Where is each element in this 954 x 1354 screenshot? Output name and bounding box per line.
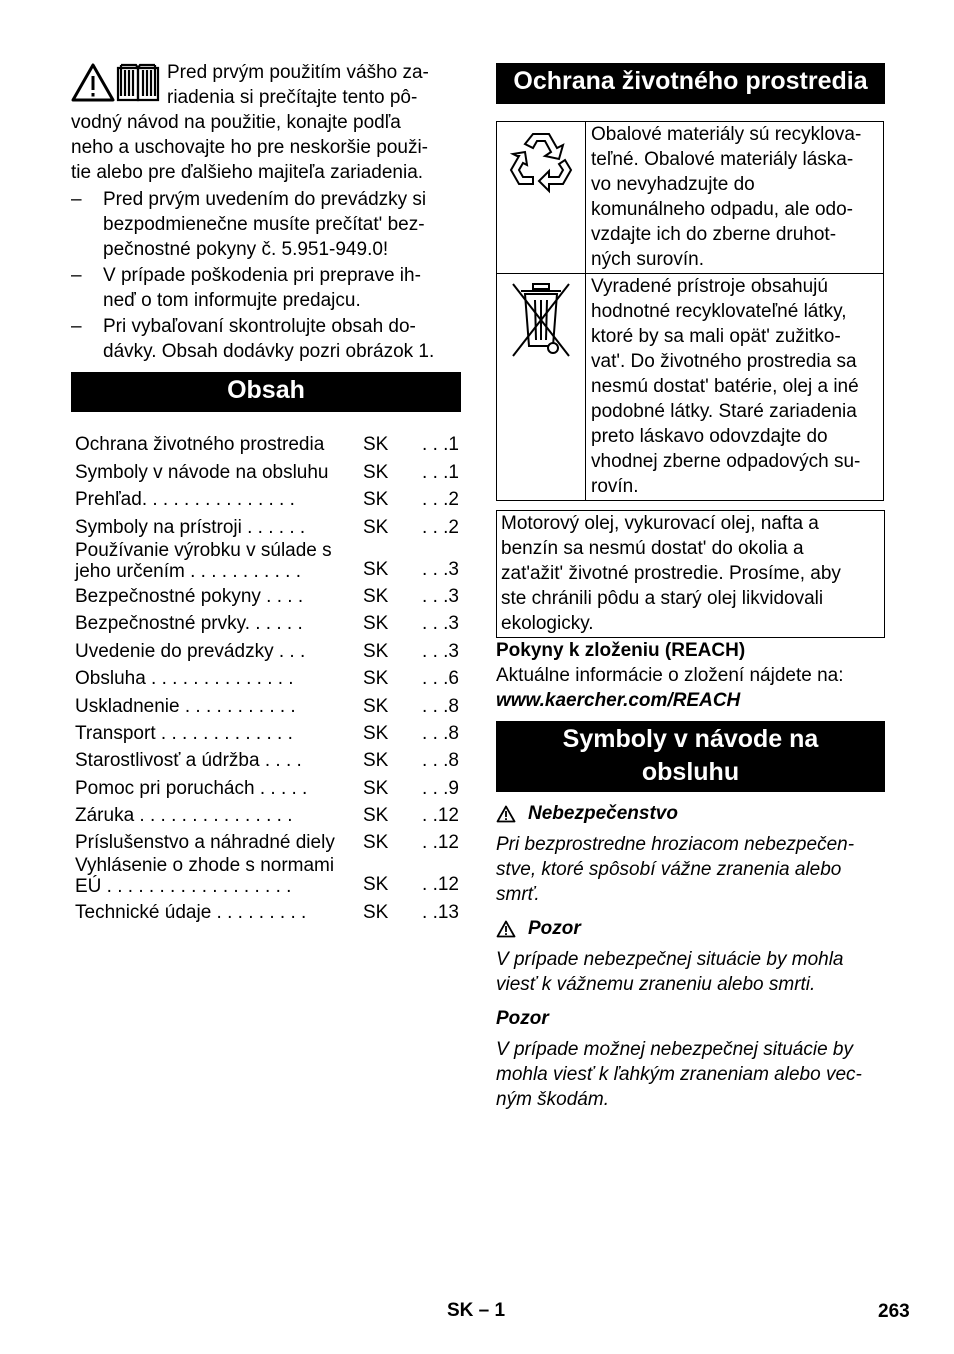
footer-section-label: SK – 1 [447, 1300, 506, 1321]
table-row [497, 122, 884, 274]
list-item: – Pred prvým uvedením do prevádzky si bezpodmienečne musíte prečítat' bez- pečnostné pokyny č. 5.951-949.0! [71, 189, 427, 260]
warning-text: V prípade nebezpečnej situácie by mohla viesť k vážnemu zraneniu alebo smrti. [496, 949, 844, 995]
warning-heading: Pozor [496, 916, 885, 941]
caution-heading: Pozor [496, 1008, 549, 1029]
toc-entry-title: Transport . . . . . . . . . . . . . [75, 722, 293, 744]
table-row [75, 609, 459, 636]
toc-entry-page: . .13 [422, 901, 459, 923]
toc-entry-title: Technické údaje . . . . . . . . . [75, 901, 307, 923]
table-row [75, 540, 459, 582]
right-column [496, 63, 885, 1112]
table-row [75, 512, 459, 539]
danger-heading: Nebezpečenstvo [496, 801, 885, 826]
toc-entry-title: Obsluha . . . . . . . . . . . . . . [75, 668, 294, 690]
table-row [75, 691, 459, 718]
toc-entry-lang: SK [363, 613, 389, 635]
toc-entry-title: Symboly v návode na obsluhu [75, 461, 329, 483]
table-of-contents [75, 430, 459, 925]
environment-table [496, 121, 884, 501]
crossed-bin-icon [503, 278, 579, 362]
crossed-bin-text: Vyradené prístroje obsahujú hodnotné recyklovateľné látky, ktoré by sa mali opät' zužitko- vat'. Do životného prostredia sa nesmú dostat' batérie, olej a iné podobné látky. Staré zariadenia preto láskavo odovzdajte do vhodnej zberne odpadových su- rovín. [586, 274, 884, 501]
crossed-bin-cell [497, 274, 586, 501]
table-row [75, 801, 459, 828]
reach-text: Aktuálne informácie o zložení nájdete na: [496, 665, 844, 686]
table-row [75, 897, 459, 924]
table-row [75, 855, 459, 897]
toc-entry-title: Prehľad. . . . . . . . . . . . . . . [75, 489, 295, 511]
toc-entry-page: . .12 [422, 874, 459, 896]
toc-entry-page: . . .2 [422, 489, 459, 511]
table-row [75, 719, 459, 746]
toc-entry-title: Používanie výrobku v súlade s jeho určením . . . . . . . . . . . [75, 539, 332, 582]
toc-entry-page: . . .3 [422, 613, 459, 635]
toc-entry-title: Vyhlásenie o zhode s normami EÚ . . . . . . . . . . . . . . . . . . [75, 855, 335, 898]
toc-entry-title: Bezpečnostné prvky. . . . . . [75, 613, 303, 635]
recycling-icon [503, 126, 579, 202]
recycling-cell [497, 122, 586, 274]
toc-entry-page: . . .8 [422, 750, 459, 772]
toc-heading: Obsah [71, 372, 461, 412]
toc-entry-title: Uskladnenie . . . . . . . . . . . [75, 695, 296, 717]
table-row [75, 582, 459, 609]
symbols-heading: Symboly v návode na obsluhu [496, 721, 885, 792]
reach-title: Pokyny k zloženiu (REACH) [496, 640, 746, 661]
table-row [75, 664, 459, 691]
left-column [71, 60, 461, 925]
toc-entry-lang: SK [363, 558, 389, 580]
table-row [75, 636, 459, 663]
toc-entry-title: Bezpečnostné pokyny . . . . [75, 585, 304, 607]
toc-entry-page: . . .3 [422, 640, 459, 662]
toc-entry-lang: SK [363, 695, 389, 717]
open-book-icon [118, 65, 158, 100]
toc-entry-lang: SK [363, 874, 389, 896]
intro-text: Pred prvým použitím vášho za- riadenia si prečítajte tento pô- vodný návod na použitie, konajte podľa neho a uschovajte ho pre neskoršie použi- tie alebo pre ďalšieho majiteľa zariadenia. [71, 62, 429, 183]
table-row [75, 457, 459, 484]
intro-icons [71, 60, 163, 108]
toc-entry-title: Uvedenie do prevádzky . . . [75, 640, 306, 662]
recycling-text: Obalové materiály sú recyklova- teľné. Obalové materiály láska- vo nevyhadzujte do komunálneho odpadu, ale odo- vzdajte ich do zberne druhot- ných surovín. [586, 122, 884, 274]
toc-entry-page: . . .3 [422, 585, 459, 607]
toc-entry-lang: SK [363, 777, 389, 799]
toc-entry-title: Ochrana životného prostredia [75, 434, 325, 456]
toc-entry-lang: SK [363, 489, 389, 511]
oil-notice-box: Motorový olej, vykurovací olej, nafta a benzín sa nesmú dostat' do okolia a zat'ažit' životné prostredie. Prosíme, aby ste chránili pôdu a starý olej likvidovali ekologicky. [496, 510, 885, 638]
intro-block [71, 60, 461, 364]
toc-entry-title: Symboly na prístroji . . . . . . [75, 516, 306, 538]
table-row [75, 485, 459, 512]
toc-entry-lang: SK [363, 640, 389, 662]
toc-entry-lang: SK [363, 585, 389, 607]
toc-entry-lang: SK [363, 434, 389, 456]
toc-entry-lang: SK [363, 516, 389, 538]
caution-text: V prípade možnej nebezpečnej situácie by mohla viesť k ľahkým zraneniam alebo vec- ným škodám. [496, 1039, 862, 1110]
toc-entry-lang: SK [363, 832, 389, 854]
warning-triangle-icon [73, 65, 113, 100]
toc-entry-page: . . .1 [422, 461, 459, 483]
toc-entry-page: . . .8 [422, 695, 459, 717]
toc-entry-lang: SK [363, 805, 389, 827]
reach-url: www.kaercher.com/REACH [496, 690, 741, 711]
toc-entry-page: . .12 [422, 832, 459, 854]
toc-entry-page: . . .2 [422, 516, 459, 538]
toc-entry-lang: SK [363, 722, 389, 744]
toc-entry-page: . . .9 [422, 777, 459, 799]
list-item: – V prípade poškodenia pri preprave ih- neď o tom informujte predajcu. [71, 265, 421, 311]
table-row [75, 746, 459, 773]
intro-bullet-list [71, 187, 461, 364]
toc-entry-lang: SK [363, 901, 389, 923]
warning-triangle-icon [496, 920, 516, 938]
table-row [75, 828, 459, 855]
danger-text: Pri bezprostredne hroziacom nebezpečen- stve, ktoré spôsobí vážne zranenia alebo smrť. [496, 834, 855, 905]
table-row [497, 274, 884, 501]
toc-entry-lang: SK [363, 750, 389, 772]
toc-entry-page: . . .1 [422, 434, 459, 456]
environment-heading: Ochrana životného prostredia [496, 63, 885, 104]
toc-entry-page: . . .3 [422, 558, 459, 580]
toc-entry-lang: SK [363, 461, 389, 483]
toc-entry-title: Starostlivosť a údržba . . . . [75, 750, 302, 772]
toc-entry-title: Pomoc pri poruchách . . . . . [75, 777, 308, 799]
warning-triangle-icon [496, 805, 516, 823]
toc-entry-page: . . .8 [422, 722, 459, 744]
toc-entry-page: . .12 [422, 805, 459, 827]
table-row [75, 773, 459, 800]
warning-triangle-and-book-icon [71, 60, 163, 104]
toc-entry-title: Príslušenstvo a náhradné diely [75, 832, 335, 854]
toc-entry-title: Záruka . . . . . . . . . . . . . . . [75, 805, 293, 827]
toc-entry-lang: SK [363, 668, 389, 690]
toc-entry-page: . . .6 [422, 668, 459, 690]
footer-page-number: 263 [878, 1301, 910, 1322]
list-item: – Pri vybaľovaní skontrolujte obsah do- dávky. Obsah dodávky pozri obrázok 1. [71, 316, 435, 362]
table-row [75, 430, 459, 457]
